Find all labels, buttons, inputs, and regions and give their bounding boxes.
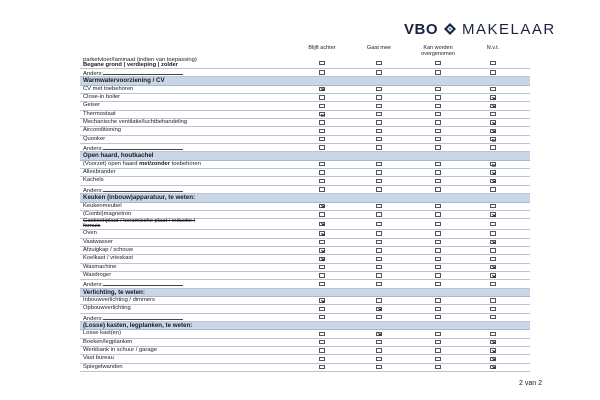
- row-label: [83, 127, 121, 134]
- checkbox-blijft-achter[interactable]: [319, 257, 325, 261]
- checkbox-kan-worden-overgenomen[interactable]: [435, 365, 441, 369]
- row-label-text: Mechanische ventilatie/luchtbehandeling: [83, 119, 188, 126]
- checkbox-kan-worden-overgenomen[interactable]: [435, 129, 441, 133]
- checkbox-kan-worden-overgenomen[interactable]: [435, 145, 441, 149]
- checkbox-kan-worden-overgenomen[interactable]: [435, 348, 441, 352]
- checkbox-gaat-mee[interactable]: [376, 222, 382, 226]
- row-label: [83, 169, 116, 176]
- table-row: [80, 94, 530, 102]
- checkbox-gaat-mee[interactable]: [376, 170, 382, 174]
- checkbox-gaat-mee[interactable]: [376, 357, 382, 361]
- checkbox-blijft-achter[interactable]: [319, 231, 325, 235]
- checkbox-blijft-achter[interactable]: [319, 95, 325, 99]
- vbo-makelaar-logo: [404, 18, 556, 40]
- checkbox-blijft-achter[interactable]: [319, 112, 325, 116]
- checkbox-kan-worden-overgenomen[interactable]: [435, 162, 441, 166]
- checkbox-blijft-achter[interactable]: [319, 145, 325, 149]
- table-row: [80, 119, 530, 127]
- checkbox-gaat-mee[interactable]: [376, 248, 382, 252]
- fill-in-line[interactable]: [103, 69, 183, 75]
- row-label-text: Anders:: [83, 282, 103, 289]
- row-label-text: Spiegelwanden: [83, 363, 123, 370]
- checkbox-gaat-mee[interactable]: [376, 120, 382, 124]
- row-label-text: Werkbank in schuur / garage: [83, 347, 158, 353]
- checkbox-nvt[interactable]: [490, 204, 496, 208]
- row-label: [83, 272, 111, 279]
- row-label-text: Quooker: [83, 135, 106, 142]
- checkbox-gaat-mee[interactable]: [376, 365, 382, 369]
- row-label: [83, 203, 122, 210]
- checkbox-gaat-mee[interactable]: [376, 129, 382, 133]
- table-row: [80, 264, 530, 272]
- row-label: [83, 339, 132, 346]
- checkbox-kan-worden-overgenomen[interactable]: [435, 70, 441, 74]
- row-label-text: Wasmachine: [83, 263, 117, 270]
- checkbox-kan-worden-overgenomen[interactable]: [435, 212, 441, 216]
- table-row: [80, 364, 530, 372]
- checkbox-nvt[interactable]: [490, 170, 496, 174]
- checkbox-gaat-mee[interactable]: [376, 187, 382, 191]
- column-header-kan-worden-overgenomen: Kan worden overgenomen: [421, 45, 455, 57]
- row-label-text: Boeken/legplanken: [83, 338, 133, 345]
- checkbox-kan-worden-overgenomen[interactable]: [435, 61, 441, 65]
- checkbox-kan-worden-overgenomen[interactable]: [435, 222, 441, 226]
- section-header: [80, 152, 530, 160]
- checkbox-gaat-mee[interactable]: [376, 348, 382, 352]
- logo-text-makelaar: MAKELAAR: [462, 20, 556, 38]
- checkbox-nvt[interactable]: [490, 257, 496, 261]
- section-title: Keuken (inbouw)apparatuur, te weten:: [83, 194, 196, 202]
- row-label: [83, 247, 133, 254]
- checkbox-blijft-achter[interactable]: [319, 332, 325, 336]
- checkbox-gaat-mee[interactable]: [376, 87, 382, 91]
- row-label-text: Anders:: [83, 315, 103, 322]
- checkbox-blijft-achter[interactable]: [319, 307, 325, 311]
- checkbox-gaat-mee[interactable]: [376, 307, 382, 311]
- row-label-text: Thermostaat: [83, 110, 116, 117]
- logo-text-vbo: VBO: [404, 20, 439, 38]
- checkbox-kan-worden-overgenomen[interactable]: [435, 187, 441, 191]
- checkbox-blijft-achter[interactable]: [319, 87, 325, 91]
- row-label-text: Keukenmeubel: [83, 202, 122, 209]
- checkbox-nvt[interactable]: [490, 273, 496, 277]
- checkbox-blijft-achter[interactable]: [319, 248, 325, 252]
- row-label-part: (Voorzet) open haard: [83, 160, 140, 167]
- checkbox-blijft-achter[interactable]: [319, 357, 325, 361]
- checkbox-kan-worden-overgenomen[interactable]: [435, 273, 441, 277]
- checkbox-nvt[interactable]: [490, 70, 496, 74]
- checkbox-blijft-achter[interactable]: [319, 315, 325, 319]
- checkbox-blijft-achter[interactable]: [319, 70, 325, 74]
- checkbox-gaat-mee[interactable]: [376, 340, 382, 344]
- checkbox-nvt[interactable]: [490, 240, 496, 244]
- column-header-gaat-mee: Gaat mee: [366, 45, 392, 51]
- section-header: [80, 322, 530, 330]
- checkbox-nvt[interactable]: [490, 112, 496, 116]
- checkbox-blijft-achter[interactable]: [319, 240, 325, 244]
- checkbox-gaat-mee[interactable]: [376, 179, 382, 183]
- section-title: Open haard, houtkachel: [83, 152, 154, 160]
- row-label-text: CV met toebehoren: [83, 85, 134, 92]
- row-label-text: Wasdroger: [83, 271, 112, 278]
- checkbox-gaat-mee[interactable]: [376, 95, 382, 99]
- checkbox-nvt[interactable]: [490, 187, 496, 191]
- checkbox-nvt[interactable]: [490, 162, 496, 166]
- table-body: [80, 58, 530, 372]
- checkbox-nvt[interactable]: [490, 307, 496, 311]
- checkbox-kan-worden-overgenomen[interactable]: [435, 315, 441, 319]
- checkbox-gaat-mee[interactable]: [376, 70, 382, 74]
- section-header: [80, 77, 530, 85]
- row-label: [83, 330, 121, 337]
- checkbox-nvt[interactable]: [490, 145, 496, 149]
- section-title: (Losse) kasten, legplanken, te weten:: [83, 321, 193, 329]
- checkbox-gaat-mee[interactable]: [376, 212, 382, 216]
- row-label: [83, 111, 116, 118]
- row-label-text: Anders:: [83, 187, 103, 194]
- checkbox-nvt[interactable]: [490, 348, 496, 352]
- row-label-text: Vast bureau: [83, 355, 114, 362]
- checkbox-gaat-mee[interactable]: [376, 298, 382, 302]
- table-row: [80, 339, 530, 347]
- row-label-bold-part: met/zonder: [139, 160, 170, 167]
- table-row: [80, 247, 530, 255]
- checkbox-kan-worden-overgenomen[interactable]: [435, 257, 441, 261]
- row-label-text: Oven: [83, 230, 97, 237]
- checkbox-nvt[interactable]: [490, 231, 496, 235]
- other-row: [80, 186, 530, 194]
- checkbox-gaat-mee[interactable]: [376, 265, 382, 269]
- checkbox-blijft-achter[interactable]: [319, 120, 325, 124]
- row-label-text: Airconditioning: [83, 127, 122, 134]
- table-row: [80, 203, 530, 211]
- checkbox-blijft-achter[interactable]: [319, 129, 325, 133]
- page-number: 2 van 2: [519, 380, 542, 387]
- checkbox-blijft-achter[interactable]: [319, 162, 325, 166]
- checkbox-blijft-achter[interactable]: [319, 61, 325, 65]
- row-label: [83, 347, 157, 354]
- row-label: [83, 58, 197, 68]
- checkbox-kan-worden-overgenomen[interactable]: [435, 265, 441, 269]
- fill-in-line[interactable]: [103, 314, 183, 320]
- section-title: Warmwatervoorziening / CV: [83, 77, 165, 85]
- checkbox-kan-worden-overgenomen[interactable]: [435, 87, 441, 91]
- row-label: [83, 355, 114, 362]
- row-label: [83, 230, 97, 237]
- row-label: [83, 264, 116, 271]
- table-row: [80, 111, 530, 119]
- section-header: [80, 289, 530, 297]
- row-label-text: Opbouwverlichting: [83, 305, 131, 312]
- table-row: [80, 127, 530, 135]
- table-row: [80, 219, 530, 230]
- checkbox-blijft-achter[interactable]: [319, 170, 325, 174]
- row-label: [83, 136, 105, 143]
- row-label: [83, 161, 201, 168]
- table-row: [80, 58, 530, 69]
- checkbox-nvt[interactable]: [490, 315, 496, 319]
- row-label-text: Losse kast(en): [83, 330, 122, 337]
- table-row: [80, 86, 530, 94]
- checkbox-blijft-achter[interactable]: [319, 187, 325, 191]
- checkbox-nvt[interactable]: [490, 212, 496, 216]
- table-row: [80, 330, 530, 338]
- fill-in-line[interactable]: [103, 144, 183, 150]
- section-header: [80, 194, 530, 202]
- checkbox-blijft-achter[interactable]: [319, 365, 325, 369]
- table-row: [80, 355, 530, 363]
- checkbox-gaat-mee[interactable]: [376, 282, 382, 286]
- inventory-checklist-table: [80, 46, 530, 372]
- checkbox-kan-worden-overgenomen[interactable]: [435, 170, 441, 174]
- checkbox-blijft-achter[interactable]: [319, 340, 325, 344]
- table-row: [80, 102, 530, 110]
- row-label-text: (Combi)magnetron: [83, 210, 132, 217]
- row-label: [83, 219, 195, 229]
- fill-in-line[interactable]: [103, 186, 183, 192]
- other-row: [80, 69, 530, 77]
- row-label-line2: Begane grond | verdieping | zolder: [83, 61, 179, 68]
- other-row: [80, 280, 530, 288]
- checkbox-kan-worden-overgenomen[interactable]: [435, 340, 441, 344]
- table-row: [80, 272, 530, 280]
- checkbox-blijft-achter[interactable]: [319, 298, 325, 302]
- row-label-text: Kachels: [83, 177, 104, 184]
- checkbox-blijft-achter[interactable]: [319, 137, 325, 141]
- row-label: [83, 177, 104, 184]
- checkbox-gaat-mee[interactable]: [376, 61, 382, 65]
- checkbox-nvt[interactable]: [490, 179, 496, 183]
- checkbox-kan-worden-overgenomen[interactable]: [435, 104, 441, 108]
- checkbox-gaat-mee[interactable]: [376, 240, 382, 244]
- checkbox-gaat-mee[interactable]: [376, 137, 382, 141]
- checkbox-gaat-mee[interactable]: [376, 104, 382, 108]
- table-row: [80, 230, 530, 238]
- row-label-text: Vaatwasser: [83, 238, 113, 245]
- checkbox-kan-worden-overgenomen[interactable]: [435, 95, 441, 99]
- checkbox-gaat-mee[interactable]: [376, 145, 382, 149]
- checkbox-gaat-mee[interactable]: [376, 162, 382, 166]
- checkbox-kan-worden-overgenomen[interactable]: [435, 204, 441, 208]
- checkbox-nvt[interactable]: [490, 95, 496, 99]
- row-label: [83, 297, 155, 304]
- checkbox-kan-worden-overgenomen[interactable]: [435, 112, 441, 116]
- checkbox-nvt[interactable]: [490, 104, 496, 108]
- checkbox-blijft-achter[interactable]: [319, 212, 325, 216]
- checkbox-nvt[interactable]: [490, 129, 496, 133]
- row-label-text: Afzuigkap / schouw: [83, 246, 133, 253]
- table-row: [80, 305, 530, 313]
- checkbox-gaat-mee[interactable]: [376, 273, 382, 277]
- table-row: [80, 255, 530, 263]
- row-label-text: Geiser: [83, 102, 101, 109]
- table-row: [80, 347, 530, 355]
- row-label: [83, 119, 187, 126]
- checkbox-nvt[interactable]: [490, 87, 496, 91]
- row-label-text: Allesbrander: [83, 169, 116, 176]
- column-header-blijft-achter: Blijft achter: [308, 45, 336, 51]
- row-label: [83, 255, 133, 262]
- row-label: [83, 364, 123, 371]
- row-label: [83, 94, 120, 101]
- row-label-line2: fornuis: [83, 223, 101, 230]
- checkbox-kan-worden-overgenomen[interactable]: [435, 231, 441, 235]
- checkbox-gaat-mee[interactable]: [376, 332, 382, 336]
- checkbox-nvt[interactable]: [490, 340, 496, 344]
- checkbox-kan-worden-overgenomen[interactable]: [435, 248, 441, 252]
- row-label-text: Koelkast / vrieskast: [83, 255, 133, 262]
- checkbox-kan-worden-overgenomen[interactable]: [435, 120, 441, 124]
- checkbox-nvt[interactable]: [490, 120, 496, 124]
- checkbox-nvt[interactable]: [490, 61, 496, 65]
- row-label: [83, 211, 131, 218]
- checkbox-kan-worden-overgenomen[interactable]: [435, 240, 441, 244]
- row-label-line1: parketvloer/laminaat (indien van toepassing): [83, 57, 197, 63]
- checkbox-blijft-achter[interactable]: [319, 222, 325, 226]
- checkbox-blijft-achter[interactable]: [319, 265, 325, 269]
- checkbox-blijft-achter[interactable]: [319, 204, 325, 208]
- checkbox-gaat-mee[interactable]: [376, 231, 382, 235]
- row-label-text: Close-in boiler: [83, 94, 121, 101]
- diamond-icon: [444, 23, 456, 35]
- row-label-text: Inbouwverlichting / dimmers: [83, 296, 155, 303]
- checkbox-kan-worden-overgenomen[interactable]: [435, 137, 441, 141]
- checkbox-gaat-mee[interactable]: [376, 204, 382, 208]
- checkbox-nvt[interactable]: [490, 248, 496, 252]
- other-row: [80, 314, 530, 322]
- checkbox-blijft-achter[interactable]: [319, 104, 325, 108]
- section-title: Verlichting, te weten:: [83, 288, 145, 296]
- row-label: [83, 102, 100, 109]
- table-row: [80, 239, 530, 247]
- checkbox-gaat-mee[interactable]: [376, 257, 382, 261]
- row-label-text: Anders:: [83, 71, 103, 77]
- checkbox-kan-worden-overgenomen[interactable]: [435, 298, 441, 302]
- checkbox-kan-worden-overgenomen[interactable]: [435, 179, 441, 183]
- row-label: [83, 86, 133, 93]
- checkbox-blijft-achter[interactable]: [319, 282, 325, 286]
- checkbox-kan-worden-overgenomen[interactable]: [435, 332, 441, 336]
- checkbox-nvt[interactable]: [490, 265, 496, 269]
- column-header-nvt: N.v.t.: [486, 45, 500, 51]
- table-row: [80, 177, 530, 185]
- row-label-line1: Gaskookplaat / keramische plaat / inductie /: [83, 218, 196, 225]
- checkbox-blijft-achter[interactable]: [319, 273, 325, 277]
- checkbox-nvt[interactable]: [490, 298, 496, 302]
- checkbox-nvt[interactable]: [490, 357, 496, 361]
- other-row: [80, 144, 530, 152]
- checkbox-kan-worden-overgenomen[interactable]: [435, 307, 441, 311]
- row-label: [83, 239, 113, 246]
- checkbox-nvt[interactable]: [490, 332, 496, 336]
- checkbox-kan-worden-overgenomen[interactable]: [435, 282, 441, 286]
- fill-in-line[interactable]: [103, 280, 183, 286]
- checkbox-blijft-achter[interactable]: [319, 348, 325, 352]
- table-row: [80, 169, 530, 177]
- table-row: [80, 136, 530, 144]
- row-label-part: toebehoren: [170, 160, 201, 167]
- checkbox-gaat-mee[interactable]: [376, 315, 382, 319]
- checkbox-nvt[interactable]: [490, 137, 496, 141]
- checkbox-nvt[interactable]: [490, 222, 496, 226]
- checkbox-blijft-achter[interactable]: [319, 179, 325, 183]
- checkbox-kan-worden-overgenomen[interactable]: [435, 357, 441, 361]
- checkbox-nvt[interactable]: [490, 365, 496, 369]
- checkbox-nvt[interactable]: [490, 282, 496, 286]
- row-label-text: Anders:: [83, 146, 103, 153]
- checkbox-gaat-mee[interactable]: [376, 112, 382, 116]
- table-row: [80, 161, 530, 169]
- table-row: [80, 297, 530, 305]
- row-label: [83, 305, 131, 312]
